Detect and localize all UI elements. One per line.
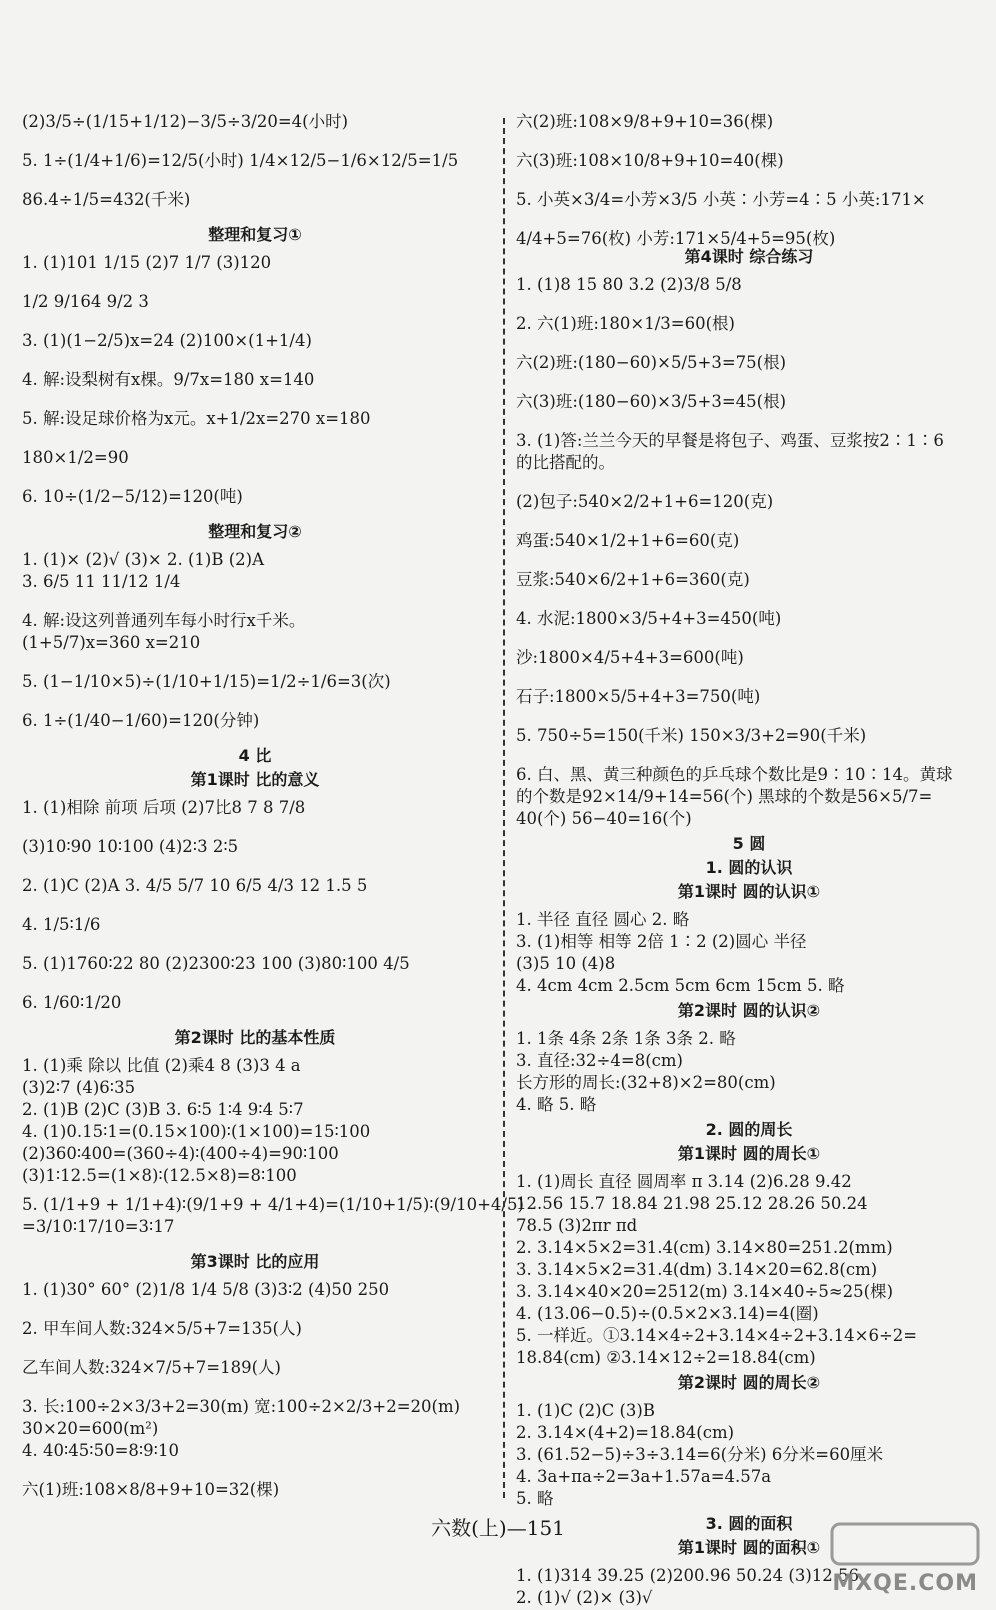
- answer-line: 1. (1)30° 60° (2)1/8 1/4 5/8 (3)3∶2 (4)50 250: [22, 1280, 390, 1299]
- answer-line: 5. (1−1/10×5)÷(1/10+1/15)=1/2÷1/6=3(次): [22, 672, 391, 691]
- answer-line: 六(2)班:108×9/8+9+10=36(棵): [516, 112, 774, 131]
- answer-line: (2)3/5÷(1/15+1/12)−3/5÷3/20=4(小时): [22, 112, 349, 131]
- answer-line: 12.56 15.7 18.84 21.98 25.12 28.26 50.24: [516, 1194, 868, 1213]
- answer-line: 2. 3.14×(4+2)=18.84(cm): [516, 1423, 735, 1442]
- answer-line: 4. 4cm 4cm 2.5cm 5cm 6cm 15cm 5. 略: [516, 976, 845, 995]
- answer-line: 1. (1)8 15 80 3.2 (2)3/8 5/8: [516, 275, 742, 294]
- answer-line: 5. 解:设足球价格为x元。x+1/2x=270 x=180: [22, 409, 371, 428]
- answer-line: 2. 甲车间人数:324×5/5+7=135(人): [22, 1319, 302, 1338]
- answer-line: 1. (1)× (2)√ (3)× 2. (1)B (2)A: [22, 550, 265, 569]
- answer-line: 的个数是92×14/9+14=56(个) 黑球的个数是56×5/7=: [516, 787, 933, 806]
- answer-line: 40(个) 56−40=16(个): [516, 809, 692, 828]
- section-heading: 第1课时 圆的面积①: [677, 1538, 821, 1557]
- answer-line: 3. (61.52−5)÷3÷3.14=6(分米) 6分米=60厘米: [516, 1445, 884, 1464]
- answer-line: 4/4+5=76(枚) 小芳:171×5/4+5=95(枚): [516, 229, 836, 248]
- section-heading: 第1课时 圆的周长①: [677, 1144, 821, 1163]
- answer-line: 6. 10÷(1/2−5/12)=120(吨): [22, 487, 243, 506]
- section-heading: 第2课时 圆的认识②: [677, 1001, 821, 1020]
- answer-line: 2. 3.14×5×2=31.4(cm) 3.14×80=251.2(mm): [516, 1238, 893, 1257]
- answer-line: 3. 长:100÷2×3/3+2=30(m) 宽:100÷2×2/3+2=20(m): [22, 1397, 461, 1416]
- answer-line: 六(3)班:(180−60)×3/5+3=45(根): [516, 392, 787, 411]
- answer-line: 1. 1条 4条 2条 1条 3条 2. 略: [516, 1029, 736, 1048]
- section-heading: 第1课时 圆的认识①: [677, 882, 821, 901]
- answer-line: 86.4÷1/5=432(千米): [22, 190, 191, 209]
- answer-line: 3. 直径:32÷4=8(cm): [516, 1051, 683, 1070]
- section-heading: 3. 圆的面积: [705, 1514, 793, 1533]
- answer-line: 的比搭配的。: [516, 453, 615, 472]
- watermark-text: MXQE.COM: [832, 1571, 978, 1596]
- answer-line: 豆浆:540×6/2+1+6=360(克): [516, 570, 750, 589]
- answer-line: 6. 1/60∶1/20: [22, 993, 122, 1012]
- section-heading: 第1课时 比的意义: [190, 770, 320, 789]
- answer-line: 6. 1÷(1/40−1/60)=120(分钟): [22, 711, 260, 730]
- answer-line: 5. 小英×3/4=小芳×3/5 小英∶小芳=4∶5 小英:171×: [516, 190, 926, 209]
- answer-line: 3. 3.14×5×2=31.4(dm) 3.14×20=62.8(cm): [516, 1260, 878, 1279]
- answer-line: 18.84(cm) ②3.14×12÷2=18.84(cm): [516, 1348, 816, 1367]
- answer-line: (3)10∶90 10∶100 (4)2∶3 2∶5: [22, 837, 239, 856]
- answer-line: 4. 40∶45∶50=8∶9∶10: [22, 1441, 179, 1460]
- answer-line: 4. 水泥:1800×3/5+4+3=450(吨): [516, 609, 782, 628]
- column-divider: [503, 118, 505, 1498]
- answer-line: 5. 750÷5=150(千米) 150×3/3+2=90(千米): [516, 726, 867, 745]
- section-heading: 2. 圆的周长: [705, 1120, 793, 1139]
- answer-line: 5. 1÷(1/4+1/6)=12/5(小时) 1/4×12/5−1/6×12/5=1/5: [22, 151, 459, 170]
- answer-line: 长方形的周长:(32+8)×2=80(cm): [516, 1073, 776, 1092]
- left-column: [22, 112, 524, 1519]
- answer-line: 1. 半径 直径 圆心 2. 略: [516, 910, 690, 929]
- answer-line: (1+5/7)x=360 x=210: [22, 633, 201, 652]
- answer-line: 1. (1)乘 除以 比值 (2)乘4 8 (3)3 4 a: [22, 1056, 301, 1075]
- page-footer: 六数(上)—151: [431, 1516, 565, 1540]
- answer-line: 1. (1)周长 直径 圆周率 π 3.14 (2)6.28 9.42: [516, 1172, 852, 1191]
- answer-line: 1/2 9/164 9/2 3: [22, 292, 149, 311]
- answer-line: 4. (1)0.15∶1=(0.15×100)∶(1×100)=15∶100: [22, 1122, 371, 1141]
- answer-line: 2. (1)C (2)A 3. 4/5 5/7 10 6/5 4/3 12 1.5 5: [22, 876, 368, 895]
- answer-line: 78.5 (3)2πr πd: [516, 1216, 638, 1235]
- answer-line: 3. 3.14×40×20=2512(m) 3.14×40÷5≈25(棵): [516, 1282, 894, 1301]
- section-heading: 第4课时 综合练习: [684, 247, 814, 266]
- answer-line: 1. (1)314 39.25 (2)200.96 50.24 (3)12.56: [516, 1566, 860, 1585]
- answer-line: 180×1/2=90: [22, 448, 129, 467]
- answer-line: 乙车间人数:324×7/5+7=189(人): [22, 1358, 281, 1377]
- answer-line: (3)5 10 (4)8: [516, 954, 616, 973]
- answer-line: 3. (1)(1−2/5)x=24 (2)100×(1+1/4): [22, 331, 312, 350]
- answer-line: 4. 1/5∶1/6: [22, 915, 101, 934]
- section-heading: 第3课时 比的应用: [190, 1252, 320, 1271]
- answer-line: 1. (1)101 1/15 (2)7 1/7 (3)120: [22, 253, 272, 272]
- answer-line: 5. (1/1+9 + 1/1+4)∶(9/1+9 + 4/1+4)=(1/10+1/5)∶(9/10+4/5): [22, 1195, 524, 1214]
- answer-line: 3. (1)相等 相等 2倍 1∶2 (2)圆心 半径: [516, 932, 807, 951]
- answer-line: 3. 6/5 11 11/12 1/4: [22, 572, 181, 591]
- section-heading: 1. 圆的认识: [705, 858, 793, 877]
- answer-line: (3)1∶12.5=(1×8)∶(12.5×8)=8∶100: [22, 1166, 297, 1185]
- answer-line: 2. 六(1)班:180×1/3=60(根): [516, 314, 735, 333]
- answer-line: 六(3)班:108×10/8+9+10=40(棵): [516, 151, 784, 170]
- answer-line: 2. (1)√ (2)× (3)√: [516, 1588, 653, 1607]
- answer-line: 5. 一样近。①3.14×4÷2+3.14×4÷2+3.14×6÷2=: [516, 1326, 918, 1345]
- section-heading: 4 比: [238, 746, 272, 765]
- section-heading: 整理和复习①: [208, 225, 302, 244]
- answer-line: 石子:1800×5/5+4+3=750(吨): [516, 687, 761, 706]
- answer-line: 4. 解:设这列普通列车每小时行x千米。: [22, 611, 306, 630]
- answer-line: (2)包子:540×2/2+1+6=120(克): [516, 492, 774, 511]
- answer-line: 3. (1)答:兰兰今天的早餐是将包子、鸡蛋、豆浆按2∶1∶6: [516, 431, 944, 450]
- answer-line: 4. (13.06−0.5)÷(0.5×2×3.14)=4(圈): [516, 1304, 819, 1323]
- answer-line: 1. (1)C (2)C (3)B: [516, 1401, 655, 1420]
- answer-line: =3/10∶17/10=3∶17: [22, 1217, 175, 1236]
- answer-line: 2. (1)B (2)C (3)B 3. 6∶5 1∶4 9∶4 5∶7: [22, 1100, 304, 1119]
- answer-line: 4. 3a+πa÷2=3a+1.57a=4.57a: [516, 1467, 772, 1486]
- answer-line: 4. 解:设梨树有x棵。9/7x=180 x=140: [22, 370, 315, 389]
- answer-line: 沙:1800×4/5+4+3=600(吨): [516, 648, 744, 667]
- answer-line: 六(1)班:108×8/8+9+10=32(棵): [22, 1480, 280, 1499]
- answer-line: 4. 略 5. 略: [516, 1095, 597, 1114]
- answer-line: 5. 略: [516, 1489, 554, 1508]
- right-column: [516, 112, 982, 1610]
- answer-line: 30×20=600(m²): [22, 1419, 159, 1438]
- answer-line: 5. (1)1760∶22 80 (2)2300∶23 100 (3)80∶100 4/5: [22, 954, 410, 973]
- answer-line: 6. 白、黑、黄三种颜色的乒乓球个数比是9∶10∶14。黄球: [516, 765, 953, 784]
- answer-line: (2)360∶400=(360÷4)∶(400÷4)=90∶100: [22, 1144, 339, 1163]
- answer-line: 鸡蛋:540×1/2+1+6=60(克): [516, 531, 740, 550]
- section-heading: 第2课时 比的基本性质: [174, 1028, 336, 1047]
- section-heading: 整理和复习②: [208, 522, 302, 541]
- section-heading: 第2课时 圆的周长②: [677, 1373, 821, 1392]
- answer-line: (3)2∶7 (4)6∶35: [22, 1078, 136, 1097]
- answer-line: 六(2)班:(180−60)×5/5+3=75(根): [516, 353, 787, 372]
- section-heading: 5 圆: [732, 834, 766, 853]
- answer-line: 1. (1)相除 前项 后项 (2)7比8 7 8 7/8: [22, 798, 306, 817]
